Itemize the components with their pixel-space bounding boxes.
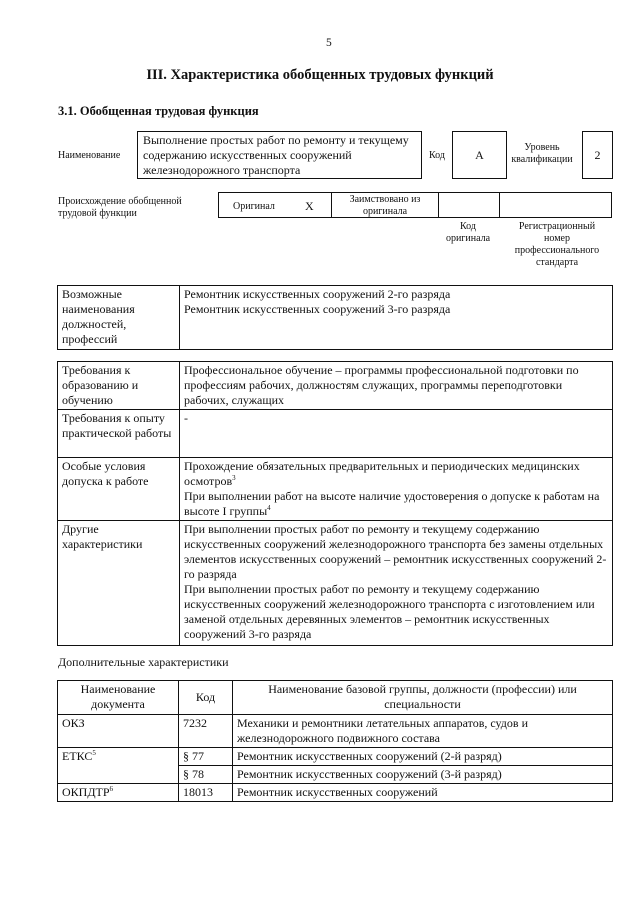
requirements-table: [57, 361, 613, 646]
doc-cell: ОКПДТР: [62, 785, 110, 799]
name-value: Выполнение простых работ по ремонту и текущему содержанию искусственных сооружений железнодорожного транспорта: [137, 131, 422, 179]
table-row: [58, 766, 613, 784]
special-value: [180, 458, 613, 521]
level-label: Уровень квалификации: [511, 142, 573, 165]
name-cell: Ремонтник искусственных сооружений (3-й разряд): [233, 766, 613, 784]
positions-table: [57, 285, 613, 350]
code-original-label: Код оригинала: [445, 221, 491, 244]
special-text-2: При выполнении работ на высоте наличие удостоверения о допуске к работам на высоте I группы: [184, 489, 600, 518]
special-label: Особые условия допуска к работе: [58, 458, 180, 521]
col-code-header: Код: [179, 681, 233, 715]
footnote-mark: 3: [232, 474, 236, 482]
experience-label: Требования к опыту практической работы: [58, 410, 180, 458]
positions-values: [180, 286, 613, 350]
positions-label: Возможные наименования должностей, профессий: [58, 286, 180, 350]
table-row: [58, 748, 613, 766]
borrowed-label: Заимствовано из оригинала: [349, 194, 421, 217]
footnote-mark: 4: [267, 504, 271, 512]
other-value: [180, 521, 613, 646]
education-value: Профессиональное обучение – программы профессиональной подготовки по профессиям рабочих, должностям служащих, программы переподготовки рабочих, служащих: [180, 362, 613, 410]
code-cell: 18013: [179, 784, 233, 802]
name-cell: Ремонтник искусственных сооружений (2-й разряд): [233, 748, 613, 766]
level-value: 2: [582, 131, 613, 179]
doc-cell: ЕТКС: [62, 749, 93, 763]
position-item: Ремонтник искусственных сооружений 3-го разряда: [184, 302, 451, 316]
name-cell: Ремонтник искусственных сооружений: [233, 784, 613, 802]
experience-value: -: [180, 410, 613, 458]
special-text-1: Прохождение обязательных предварительных и периодических медицинских осмотров: [184, 459, 580, 488]
col-name-header: Наименование базовой группы, должности (профессии) или специальности: [233, 681, 613, 715]
footnote-mark: 5: [92, 749, 96, 757]
original-mark: X: [305, 199, 314, 213]
code-cell: § 77: [179, 748, 233, 766]
original-label: Оригинал: [233, 201, 275, 212]
divider: [499, 193, 500, 217]
section-title: III. Характеристика обобщенных трудовых функций: [146, 67, 494, 83]
position-item: Ремонтник искусственных сооружений 2-го разряда: [184, 287, 451, 301]
page-number: 5: [326, 37, 332, 49]
divider: [438, 193, 439, 217]
additional-title: Дополнительные характеристики: [58, 655, 229, 669]
name-cell: Механики и ремонтники летательных аппаратов, судов и железнодорожного подвижного состава: [233, 715, 613, 748]
col-doc-header: Наименование документа: [58, 681, 179, 715]
code-value: А: [452, 131, 507, 179]
code-cell: § 78: [179, 766, 233, 784]
education-label: Требования к образованию и обучению: [58, 362, 180, 410]
additional-table: [57, 680, 613, 802]
subsection-title: 3.1. Обобщенная трудовая функция: [58, 104, 259, 118]
other-label: Другие характеристики: [58, 521, 180, 646]
other-text-2: При выполнении простых работ по ремонту и текущему содержанию искусственных сооружений железнодорожного транспорта с изготовлением или заменой отдельных деревянных элементов – ремонтник искусственных сооружений 3-го разряда: [184, 582, 595, 641]
table-row: [58, 784, 613, 802]
origin-box: [218, 192, 612, 218]
divider: [331, 193, 332, 217]
doc-cell: ОКЗ: [62, 716, 85, 730]
name-label: Наименование: [58, 150, 121, 161]
origin-label: Происхождение обобщенной трудовой функции: [58, 196, 182, 219]
other-text-1: При выполнении простых работ по ремонту и текущему содержанию искусственных сооружений железнодорожного транспорта без замены отдельных элементов искусственных сооружений – ремонтник искусственных сооружений 2-го разряда: [184, 522, 607, 581]
footnote-mark: 6: [109, 785, 114, 793]
table-row: [58, 715, 613, 748]
reg-number-label: Регистрационный номер профессионального стандарта: [514, 221, 600, 268]
code-label: Код: [429, 150, 445, 161]
code-cell: 7232: [179, 715, 233, 748]
